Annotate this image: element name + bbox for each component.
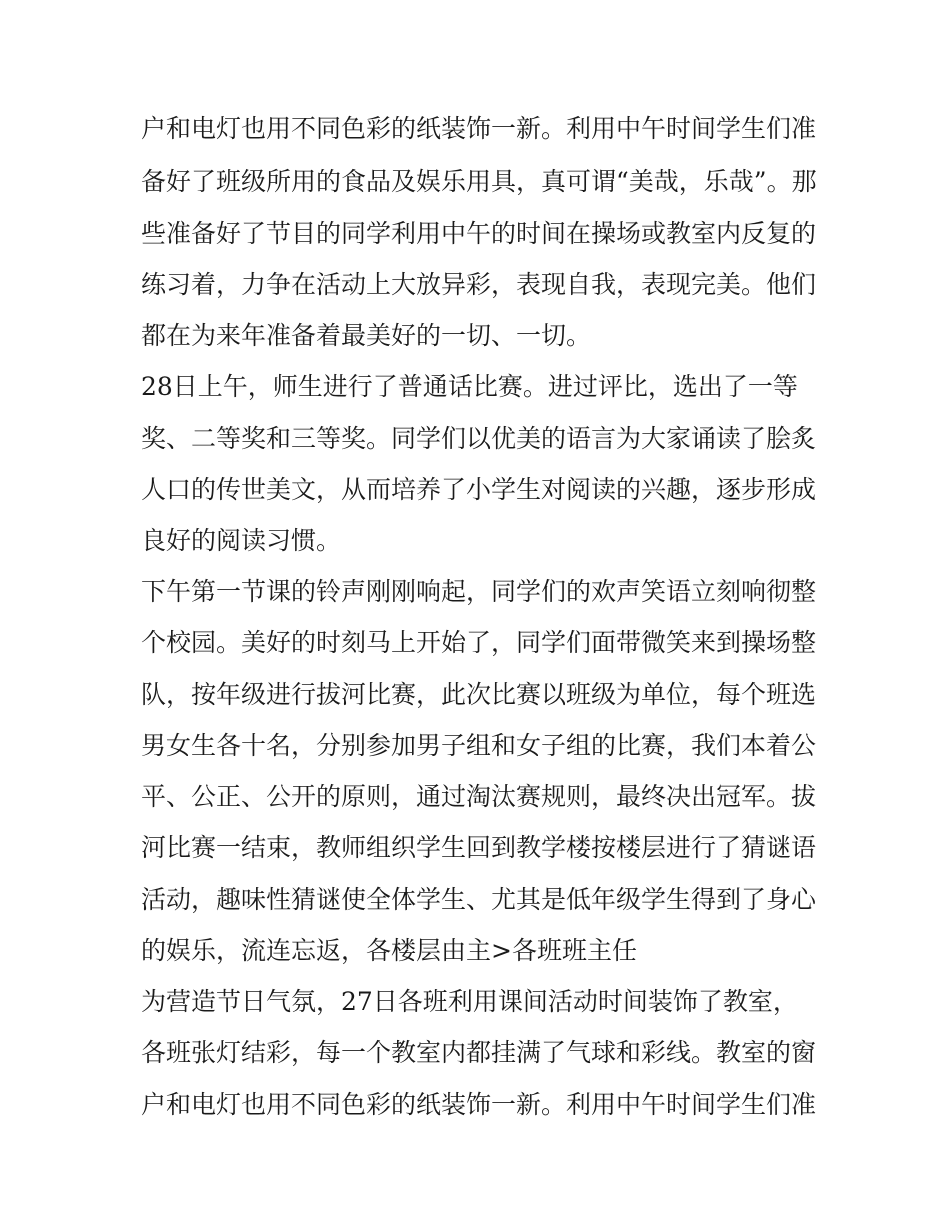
text-line: 个校园。美好的时刻马上开始了，同学们面带微笑来到操场整 bbox=[141, 628, 817, 657]
text-line: 练习着，力争在活动上大放异彩，表现自我，表现完美。他们 bbox=[141, 270, 817, 299]
text-line: 的娱乐，流连忘返，各楼层由主>各班班主任 bbox=[141, 936, 637, 965]
text-line: 为营造节日气氛，27日各班利用课间活动时间装饰了教室， bbox=[141, 987, 798, 1016]
text-line: 都在为来年准备着最美好的一切、一切。 bbox=[141, 321, 592, 350]
text-line: 户和电灯也用不同色彩的纸装饰一新。利用中午时间学生们准 bbox=[141, 114, 817, 143]
text-line: 28日上午，师生进行了普通话比赛。进过评比，选出了一等 bbox=[141, 372, 798, 401]
text-line: 男女生各十名，分别参加男子组和女子组的比赛，我们本着公 bbox=[141, 731, 817, 760]
text-line: 平、公正、公开的原则，通过淘汰赛规则，最终决出冠军。拔 bbox=[141, 782, 817, 811]
text-line: 队，按年级进行拔河比赛，此次比赛以班级为单位，每个班选 bbox=[141, 680, 817, 709]
text-line: 奖、二等奖和三等奖。同学们以优美的语言为大家诵读了脍炙 bbox=[141, 424, 817, 453]
text-line: 河比赛一结束，教师组织学生回到教学楼按楼层进行了猜谜语 bbox=[141, 833, 817, 862]
text-line: 活动，趣味性猜谜使全体学生、尤其是低年级学生得到了身心 bbox=[141, 885, 817, 914]
text-line: 人口的传世美文，从而培养了小学生对阅读的兴趣，逐步形成 bbox=[141, 475, 817, 504]
text-line: 下午第一节课的铃声刚刚响起，同学们的欢声笑语立刻响彻整 bbox=[141, 577, 817, 606]
text-line: 各班张灯结彩，每一个教室内都挂满了气球和彩线。教室的窗 bbox=[141, 1038, 817, 1067]
text-line: 户和电灯也用不同色彩的纸装饰一新。利用中午时间学生们准 bbox=[141, 1090, 817, 1119]
text-line: 备好了班级所用的食品及娱乐用具，真可谓“美哉，乐哉”。那 bbox=[141, 167, 817, 196]
text-line: 些准备好了节目的同学利用中午的时间在操场或教室内反复的 bbox=[141, 219, 817, 248]
text-line: 良好的阅读习惯。 bbox=[141, 526, 342, 555]
